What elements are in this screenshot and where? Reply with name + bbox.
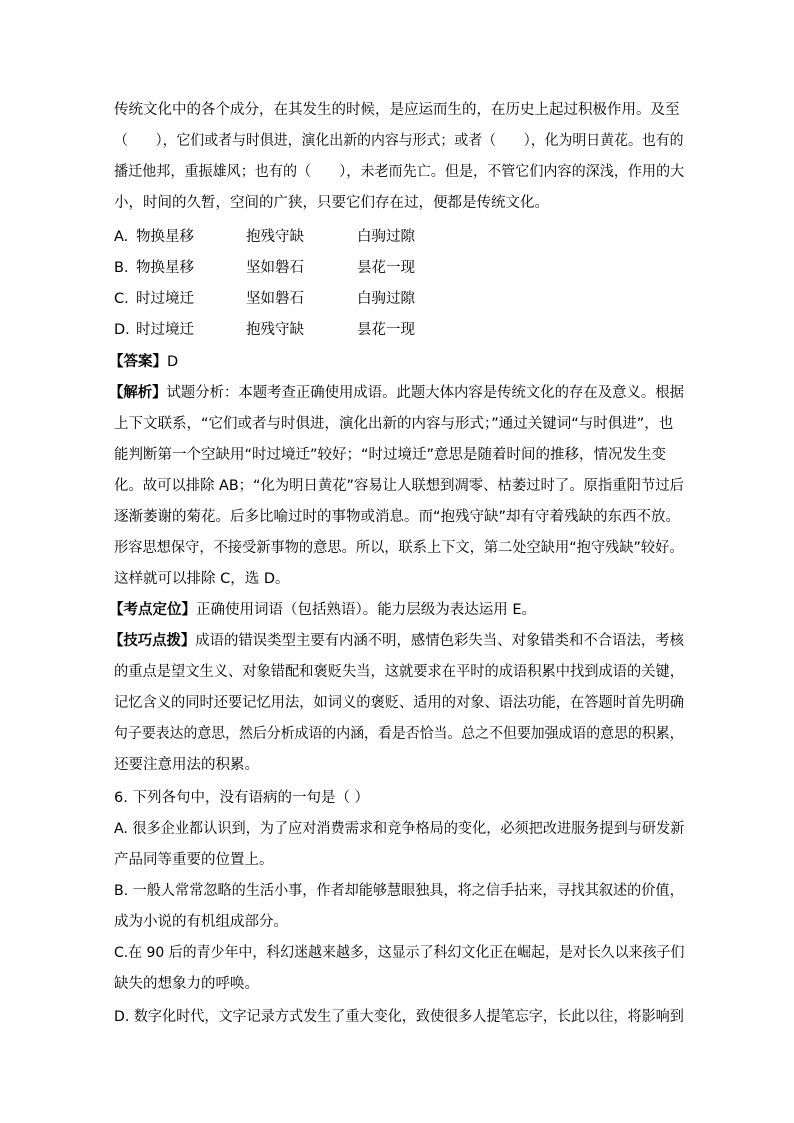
jiqiao-text: 成语的错误类型主要有内涵不明，感情色彩失当、对象错类和不合语法，考核 (195, 633, 685, 649)
kaodian-label: 【考点定位】 (109, 602, 196, 618)
jiqiao-line: 记忆含义的同时还要记忆用法，如词义的褒贬、适用的对象、语法功能，在答题时首先明确 (114, 695, 685, 711)
option-letter: D. (114, 322, 130, 338)
option-word: 昙花一现 (357, 260, 415, 276)
jiqiao-line: 还要注意用法的积累。 (114, 757, 259, 773)
question-option-c-cont: 缺失的想象力的呼唤。 (114, 976, 259, 992)
jiqiao-line: 的重点是望文生义、对象错配和褒贬失当，这就要求在平时的成语积累中找到成语的关键， (114, 664, 685, 680)
passage-line: 传统文化中的各个成分，在其发生的时候，是应运而生的，在历史上起过积极作用。及至 (114, 102, 680, 118)
passage-line: 小，时间的久暂，空间的广狭，只要它们存在过，便都是传统文化。 (114, 195, 549, 211)
option-letter: C. (114, 291, 129, 307)
analysis-line: 这样就可以排除 C，选 D。 (114, 571, 290, 587)
analysis-line: 逐渐萎谢的菊花。后多比喻过时的事物或消息。而“抱残守缺”却有守着残缺的东西不放。 (114, 509, 681, 525)
option-word: 坚如磐石 (246, 291, 304, 307)
answer-line (109, 352, 178, 372)
option-word: 坚如磐石 (246, 260, 304, 276)
option-word: 抱残守缺 (246, 322, 304, 338)
analysis-label: 【解析】 (109, 385, 167, 401)
option-word: 白驹过隙 (357, 291, 415, 307)
passage-line: 播迁他邦，重振雄风；也有的（ ），未老而先亡。但是，不管它们内容的深浅，作用的大 (114, 164, 685, 180)
analysis-text: 试题分析：本题考查正确使用成语。此题大体内容是传统文化的存在及意义。根据 (166, 385, 685, 401)
option-word: 昙花一现 (357, 322, 415, 338)
kaodian-line (109, 600, 536, 620)
answer-label: 【答案】 (109, 354, 167, 370)
analysis-line: 化。故可以排除 AB；“化为明日黄花”容易让人联想到凋零、枯萎过时了。原指重阳节过后 (114, 478, 685, 494)
question-option-b: B. 一般人常常忽略的生活小事，作者却能够慧眼独具，将之信手拈来，寻找其叙述的价值， (114, 883, 684, 899)
option-letter: A. (114, 229, 129, 245)
jiqiao-label: 【技巧点拨】 (109, 633, 196, 649)
option-word: 白驹过隙 (357, 229, 415, 245)
option-letter: B. (114, 260, 129, 276)
option-word: 时过境迁 (136, 291, 194, 307)
question-option-a-cont: 产品同等重要的位置上。 (114, 852, 274, 868)
option-word: 时过境迁 (136, 322, 194, 338)
kaodian-text: 正确使用词语（包括熟语）。能力层级为表达运用 E。 (196, 602, 537, 618)
option-word: 物换星移 (136, 229, 194, 245)
answer-value: D (167, 354, 179, 370)
question-option-b-cont: 成为小说的有机组成部分。 (114, 914, 288, 930)
jiqiao-line (109, 631, 684, 651)
question-option-a: A. 很多企业都认识到，为了应对消费需求和竞争格局的变化，必须把改进服务提到与研发新 (114, 821, 685, 837)
question-stem: 6. 下列各句中，没有语病的一句是（ ） (114, 790, 370, 806)
passage-line: （ ），它们或者与时俱进，演化出新的内容与形式；或者（ ），化为明日黄花。也有的 (114, 133, 684, 149)
analysis-line: 形容思想保守，不接受新事物的意思。所以，联系上下文，第二处空缺用“抱守残缺”较好。 (114, 540, 684, 556)
option-word: 物换星移 (136, 260, 194, 276)
analysis-line (109, 383, 684, 403)
question-option-c: C.在 90 后的青少年中，科幻迷越来越多，这显示了科幻文化正在崛起，是对长久以来孩子们 (114, 945, 685, 961)
jiqiao-line: 句子要表达的意思，然后分析成语的内涵，看是否恰当。总之不但要加强成语的意思的积累， (114, 726, 684, 742)
analysis-line: 上下文联系，“它们或者与时俱进，演化出新的内容与形式；”通过关键词“与时俱进”，也 (114, 416, 674, 432)
analysis-line: 能判断第一个空缺用“时过境迁”较好；“时过境迁”意思是随着时间的推移，情况发生变 (114, 447, 667, 463)
question-option-d: D. 数字化时代，文字记录方式发生了重大变化，致使很多人提笔忘字，长此以往，将影响到 (114, 1009, 684, 1025)
option-word: 抱残守缺 (246, 229, 304, 245)
